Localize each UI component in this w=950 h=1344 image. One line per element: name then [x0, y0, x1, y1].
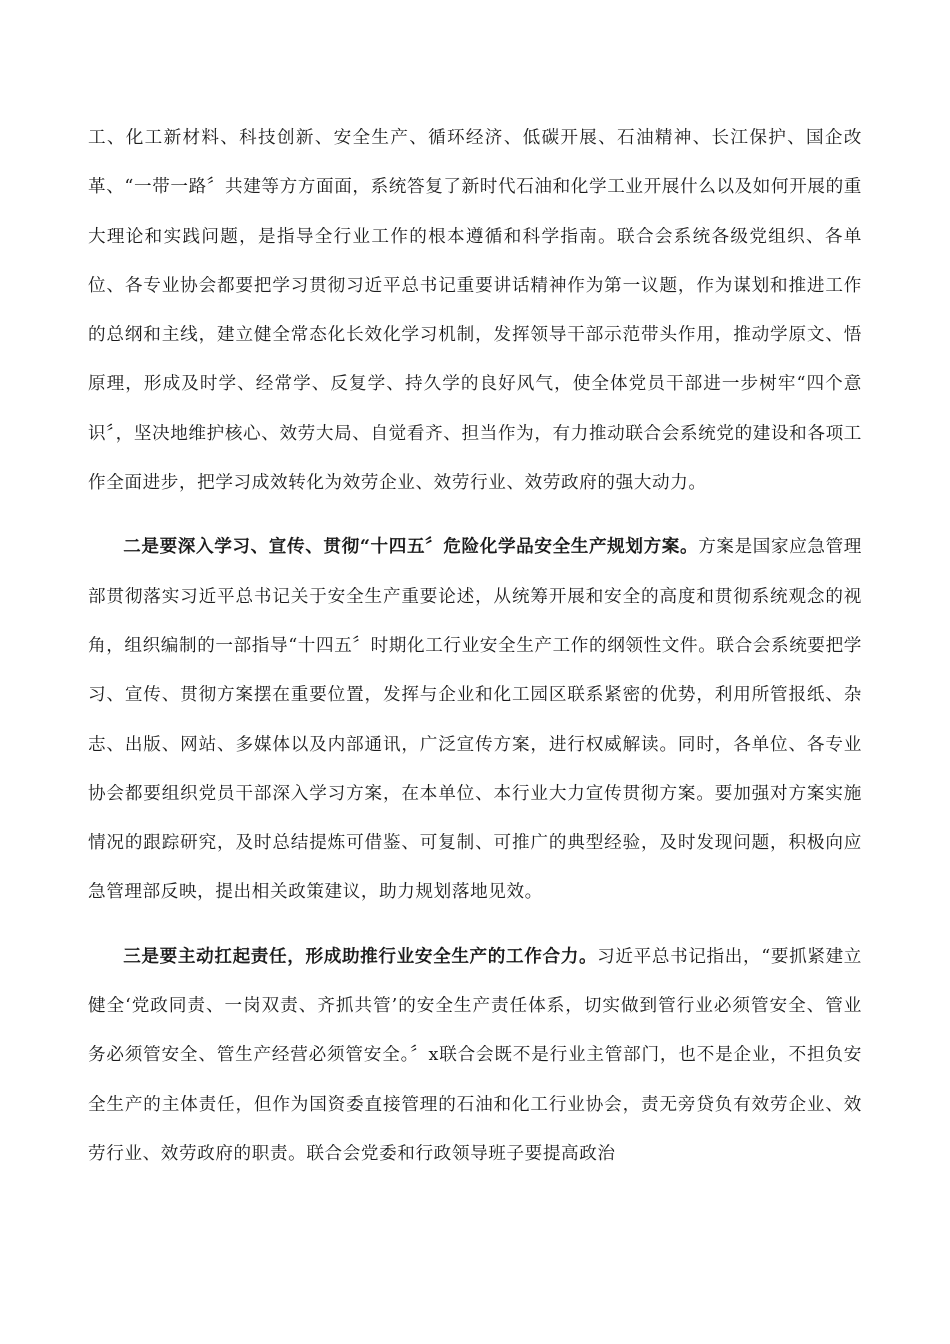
paragraph-1-body: 工、化工新材料、科技创新、安全生产、循环经济、低碳开展、石油精神、长江保护、国企改革、“一带一路〞共建等方方面面，系统答复了新时代石油和化学工业开展什么以及如何开展的重大理论和实践问题，是指导全行业工作的根本遵循和科学指南。联合会系统各级党组织、各单位、各专业协会都要把学习贯彻习近平总书记重要讲话精神作为第一议题，作为谋划和推进工作的总纲和主线，建立健全常态化长效化学习机制，发挥领导干部示范带头作用，推动学原文、悟原理，形成及时学、经常学、反复学、持久学的良好风气，使全体党员干部进一步树牢“四个意识〞，坚决地维护核心、效劳大局、自觉看齐、担当作为，有力推动联合会系统党的建设和各项工作全面进步，把学习成效转化为效劳企业、效劳行业、效劳政府的强大动力。	[88, 128, 862, 494]
paragraph-2	[88, 522, 862, 917]
paragraph-3	[88, 932, 862, 1179]
paragraph-2-body: 方案是国家应急管理部贯彻落实习近平总书记关于安全生产重要论述，从统筹开展和安全的高度和贯彻系统观念的视角，组织编制的一部指导“十四五〞时期化工行业安全生产工作的纲领性文件。联合会系统要把学习、宣传、贯彻方案摆在重要位置，发挥与企业和化工园区联系紧密的优势，利用所管报纸、杂志、出版、网站、多媒体以及内部通讯，广泛宣传方案，进行权威解读。同时，各单位、各专业协会都要组织党员干部深入学习方案，在本单位、本行业大力宣传贯彻方案。要加强对方案实施情况的跟踪研究，及时总结提炼可借鉴、可复制、可推广的典型经验，及时发现问题，积极向应急管理部反映，提出相关政策建议，助力规划落地见效。	[88, 537, 862, 903]
paragraph-3-lead: 三是要主动扛起责任，形成助推行业安全生产的工作合力。	[123, 945, 598, 967]
document-page	[88, 114, 862, 1179]
paragraph-2-lead: 二是要深入学习、宣传、贯彻“十四五〞危险化学品安全生产规划方案。	[123, 536, 699, 558]
paragraph-3-body: 习近平总书记指出，“要抓紧建立健全‘党政同责、一岗双责、齐抓共管’的安全生产责任体系，切实做到管行业必须管安全、管业务必须管安全、管生产经营必须管安全。〞x联合会既不是行业主管部门，也不是企业，不担负安全生产的主体责任，但作为国资委直接管理的石油和化工行业协会，责无旁贷负有效劳企业、效劳行业、效劳政府的职责。联合会党委和行政领导班子要提高政治	[88, 946, 862, 1164]
paragraph-1	[88, 114, 862, 508]
